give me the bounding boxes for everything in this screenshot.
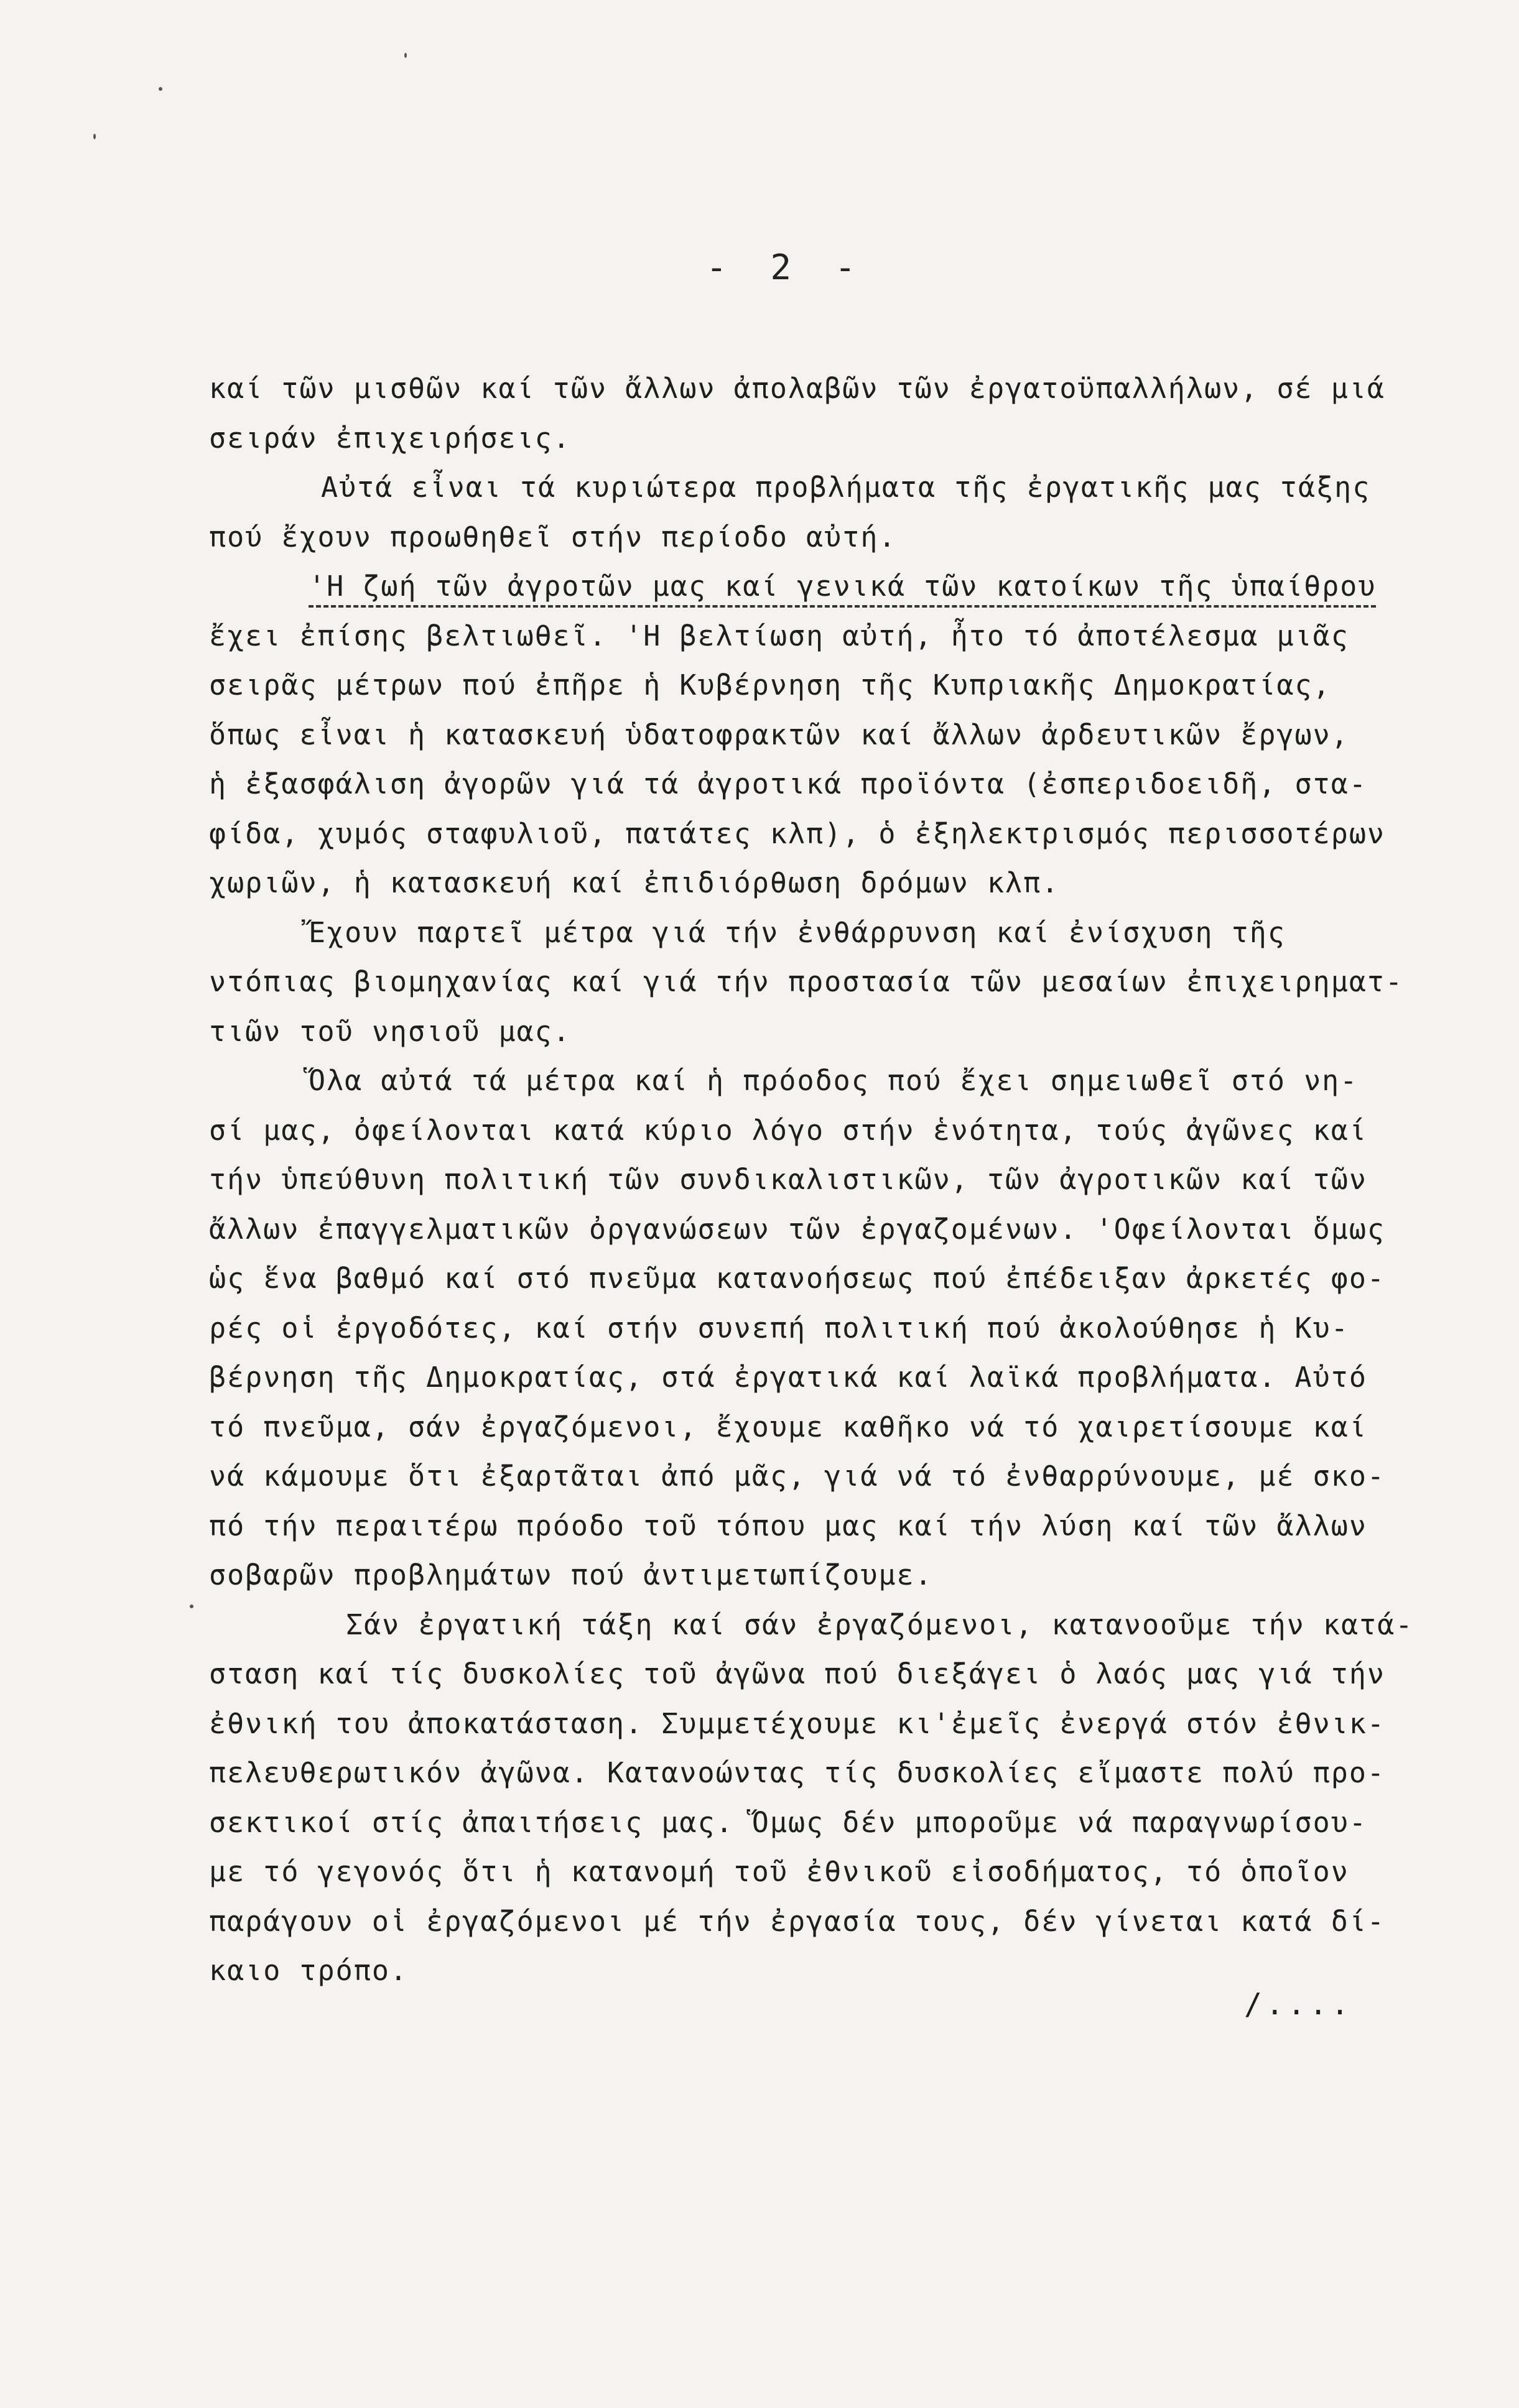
text-line: ἐθνική του ἀποκατάσταση. Συμμετέχουμε κι'ἐμεῖς ἐνεργά στόν ἐθνικ- — [209, 1706, 1385, 1740]
text-line: τό πνεῦμα, σάν ἐργαζόμενοι, ἔχουμε καθῆκο νά τό χαιρετίσουμε καί — [209, 1410, 1367, 1443]
text-line: νά κάμουμε ὅτι ἐξαρτᾶται ἀπό μᾶς, γιά νά τό ἐνθαρρύνουμε, μέ σκο- — [209, 1460, 1385, 1493]
text-line: Αὐτά εἶναι τά κυριώτερα προβλήματα τῆς ἐργατικῆς μας τάξης — [321, 471, 1371, 504]
scan-speck — [190, 1605, 193, 1608]
text-line — [209, 562, 1453, 611]
text-line: ἡ ἐξασφάλιση ἀγορῶν γιά τά ἀγροτικά προϊόντα (ἐσπεριδοειδῆ, στα- — [209, 767, 1367, 800]
text-line: με τό γεγονός ὅτι ἡ κατανομή τοῦ ἐθνικοῦ εἰσοδήματος, τό ὁποῖον — [209, 1855, 1349, 1888]
text-line: πό τήν περαιτέρω πρόοδο τοῦ τόπου μας καί τήν λύση καί τῶν ἄλλων — [209, 1509, 1367, 1542]
page-number: - 2 - — [706, 248, 867, 288]
text-line: χωριῶν, ἡ κατασκευή καί ἐπιδιόρθωση δρόμων κλπ. — [209, 866, 1060, 899]
text-line: σειράν ἐπιχειρήσεις. — [209, 421, 571, 455]
text-line: Σάν ἐργατική τάξη καί σάν ἐργαζόμενοι, κατανοοῦμε τήν κατά- — [346, 1608, 1414, 1641]
text-line: σταση καί τίς δυσκολίες τοῦ ἀγῶνα πού διεξάγει ὁ λαός μας γιά τήν — [209, 1657, 1385, 1690]
scan-speck — [404, 53, 407, 58]
text-line: παράγουν οἱ ἐργαζόμενοι μέ τήν ἐργασία τους, δέν γίνεται κατά δί- — [209, 1904, 1385, 1938]
continuation-mark: /.... — [1244, 1987, 1353, 2022]
text-line: ντόπιας βιομηχανίας καί γιά τήν προστασία τῶν μεσαίων ἐπιχειρηματ- — [209, 965, 1404, 998]
text-line: πελευθερωτικόν ἀγῶνα. Κατανοώντας τίς δυσκολίες εἴμαστε πολύ προ- — [209, 1756, 1385, 1789]
text-line: Ὅλα αὐτά τά μέτρα καί ἡ πρόοδος πού ἔχει σημειωθεῖ στό νη- — [309, 1064, 1359, 1097]
text-line: Ἔχουν παρτεῖ μέτρα γιά τήν ἐνθάρρυνση καί ἐνίσχυση τῆς — [309, 915, 1286, 949]
text-line: ὡς ἕνα βαθμό καί στό πνεῦμα κατανοήσεως πού ἐπέδειξαν ἀρκετές φο- — [209, 1262, 1385, 1295]
text-line: τήν ὑπεύθυνη πολιτική τῶν συνδικαλιστικῶν, τῶν ἀγροτικῶν καί τῶν — [209, 1163, 1367, 1196]
text-line: πού ἔχουν προωθηθεῖ στήν περίοδο αὐτή. — [209, 520, 897, 553]
underlined-heading: 'Η ζωή τῶν ἀγροτῶν μας καί γενικά τῶν κατοίκων τῆς ὑπαίθρου — [309, 570, 1376, 608]
text-line: βέρνηση τῆς Δημοκρατίας, στά ἐργατικά καί λαϊκά προβλήματα. Αὐτό — [209, 1361, 1367, 1394]
text-line: ρές οἱ ἐργοδότες, καί στήν συνεπή πολιτική πού ἀκολούθησε ἡ Κυ- — [209, 1311, 1349, 1345]
text-line: σειρᾶς μέτρων πού ἐπῆρε ἡ Κυβέρνηση τῆς Κυπριακῆς Δημοκρατίας, — [209, 669, 1331, 702]
text-line: καιο τρόπο. — [209, 1954, 409, 1987]
text-line: ἔχει ἐπίσης βελτιωθεῖ. 'Η βελτίωση αὐτή, ἦτο τό ἀποτέλεσμα μιᾶς — [209, 619, 1349, 652]
text-line: σοβαρῶν προβλημάτων πού ἀντιμετωπίζουμε. — [209, 1558, 933, 1591]
document-body — [209, 364, 1453, 1996]
scan-speck — [93, 134, 96, 139]
scan-speck — [159, 87, 162, 91]
text-line: ἄλλων ἐπαγγελματικῶν ὀργανώσεων τῶν ἐργαζομένων. 'Οφείλονται ὅμως — [209, 1212, 1385, 1246]
text-line: καί τῶν μισθῶν καί τῶν ἄλλων ἀπολαβῶν τῶν ἐργατοϋπαλλήλων, σέ μιά — [209, 372, 1385, 405]
text-line: φίδα, χυμός σταφυλιοῦ, πατάτες κλπ), ὁ ἐξηλεκτρισμός περισσοτέρων — [209, 817, 1385, 850]
text-line: ὅπως εἶναι ἡ κατασκευή ὑδατοφρακτῶν καί ἄλλων ἀρδευτικῶν ἔργων, — [209, 718, 1349, 751]
text-line: σεκτικοί στίς ἀπαιτήσεις μας. Ὅμως δέν μποροῦμε νά παραγνωρίσου- — [209, 1805, 1367, 1839]
text-line: τιῶν τοῦ νησιοῦ μας. — [209, 1014, 571, 1048]
text-line: σί μας, ὀφείλονται κατά κύριο λόγο στήν ἑνότητα, τούς ἀγῶνες καί — [209, 1113, 1367, 1147]
